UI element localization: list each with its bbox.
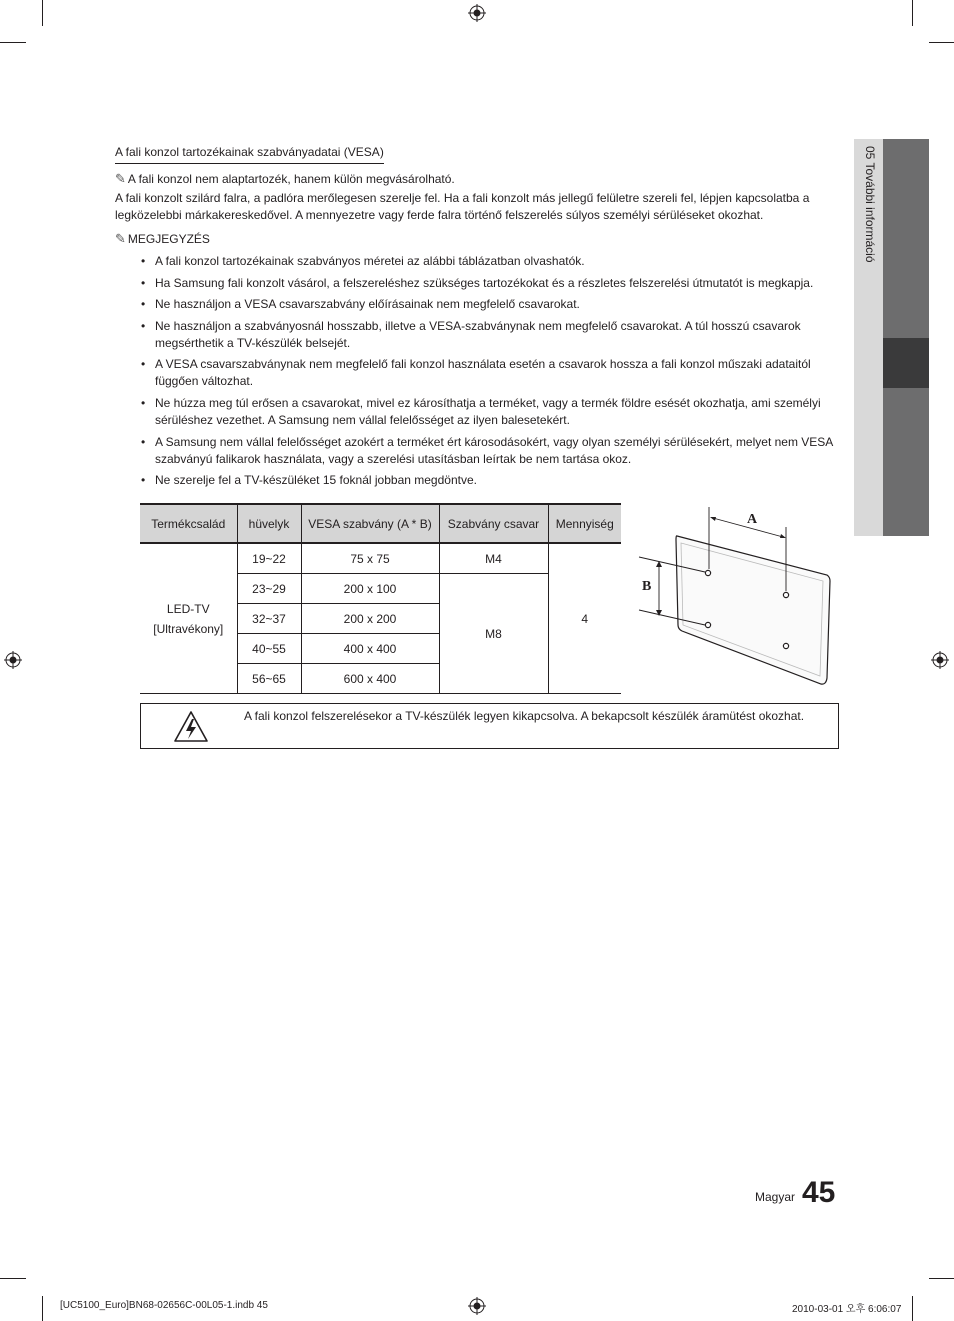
electric-shock-warning-icon: [173, 710, 209, 743]
crop-mark: [912, 1296, 913, 1321]
column-header: Szabvány csavar: [439, 504, 548, 543]
crop-mark: [0, 42, 26, 43]
note-bullet-list: [140, 253, 840, 494]
column-header: Mennyiség: [548, 504, 621, 543]
column-header: VESA szabvány (A * B): [301, 504, 439, 543]
screw-cell: M4: [439, 543, 548, 574]
vesa-spec-table: [140, 503, 621, 694]
note-heading-label: MEGJEGYZÉS: [127, 232, 210, 246]
vesa-cell: 200 x 200: [301, 604, 439, 634]
note-heading: [115, 231, 843, 248]
registration-mark-icon: [931, 651, 949, 669]
mounting-paragraph: A fali konzolt szilárd falra, a padlóra merőlegesen szerelje fel. Ha a fali konzolt más jellegű felületre szereli fel, lépjen kapcsolatba a legközelebbi márkakereskedővel. A mennyezetre vagy ferde falra történő felszerelés súlyos személyi sérüléseket okozhat.: [115, 191, 810, 222]
chapter-tab-label: 05 További információ: [863, 146, 877, 263]
section-title: A fali konzol tartozékainak szabványadatai (VESA): [115, 145, 384, 164]
quantity-cell: 4: [548, 543, 621, 694]
list-item: • Ne húzza meg túl erősen a csavarokat, mivel ez károsíthatja a terméket, vagy a termék földre esését okozhatja, ami személyi sérüléshez vezethet. A Samsung nem vállal felelősséget az ilyen balesetekért.: [140, 395, 840, 429]
inch-cell: 32~37: [237, 604, 301, 634]
print-slug-file: [UC5100_Euro]BN68-02656C-00L05-1.indb 45: [60, 1300, 268, 1311]
chapter-tab-active-marker: [883, 338, 929, 388]
crop-mark: [0, 1278, 26, 1279]
list-item: • Ne használjon a szabványosnál hosszabb, illetve a VESA-szabványnak nem megfelelő csavarokat. A túl hosszú csavarok megsérthetik a TV-készülék belsejét.: [140, 318, 840, 352]
inch-cell: 56~65: [237, 664, 301, 694]
note-line: [115, 171, 843, 188]
tv-mounting-hole-diagram: [635, 503, 835, 693]
page-number: 45: [802, 1176, 836, 1209]
product-family-cell: LED-TV [Ultravékony]: [140, 543, 237, 694]
note-text: A fali konzol nem alaptartozék, hanem külön megvásárolható.: [127, 172, 455, 186]
inch-cell: 23~29: [237, 574, 301, 604]
crop-mark: [929, 1278, 954, 1279]
print-slug-date: 2010-03-01 오후 6:06:07: [792, 1304, 902, 1315]
crop-mark: [42, 1296, 43, 1321]
dimension-label-a: A: [747, 512, 758, 527]
screw-cell: M8: [439, 574, 548, 694]
footer-language: Magyar: [755, 1190, 796, 1204]
crop-mark: [912, 0, 913, 26]
pencil-note-icon: ✎: [115, 232, 126, 247]
crop-mark: [42, 0, 43, 26]
inch-cell: 40~55: [237, 634, 301, 664]
registration-mark-icon: [468, 4, 486, 22]
list-item: • A fali konzol tartozékainak szabványos méretei az alábbi táblázatban olvashatók.: [140, 253, 840, 270]
column-header: hüvelyk: [237, 504, 301, 543]
crop-mark: [929, 42, 954, 43]
list-item: • Ne használjon a VESA csavarszabvány előírásainak nem megfelelő csavarokat.: [140, 296, 840, 313]
list-item: • A Samsung nem vállal felelősséget azokért a terméket ért károsodásokért, vagy olyan személyi sérülésekért, melyet nem VESA szabványú falikarok használata, vagy a szerelési utasításban leírtak be nem tartása okoz.: [140, 434, 840, 468]
column-header: Termékcsalád: [140, 504, 237, 543]
vesa-cell: 600 x 400: [301, 664, 439, 694]
vesa-cell: 200 x 100: [301, 574, 439, 604]
list-item: • Ha Samsung fali konzolt vásárol, a felszereléshez szükséges tartozékokat és a részletes felszerelési útmutatót is megkapja.: [140, 275, 840, 292]
caution-text: A fali konzol felszerelésekor a TV-készülék legyen kikapcsolva. A bekapcsolt készülék áramütést okozhat.: [244, 709, 805, 723]
list-item: • A VESA csavarszabványnak nem megfelelő fali konzol használata esetén a csavarok hossza a fali konzol műszaki adataitól függően változhat.: [140, 356, 840, 390]
table-row: [140, 543, 621, 574]
pencil-note-icon: ✎: [115, 172, 126, 187]
list-item: • Ne szerelje fel a TV-készüléket 15 foknál jobban megdöntve.: [140, 472, 840, 489]
registration-mark-icon: [4, 651, 22, 669]
caution-box: [140, 703, 839, 749]
table-header-row: [140, 504, 621, 543]
vesa-cell: 75 x 75: [301, 543, 439, 574]
registration-mark-icon: [468, 1297, 486, 1315]
inch-cell: 19~22: [237, 543, 301, 574]
vesa-cell: 400 x 400: [301, 634, 439, 664]
dimension-label-b: B: [642, 579, 652, 594]
